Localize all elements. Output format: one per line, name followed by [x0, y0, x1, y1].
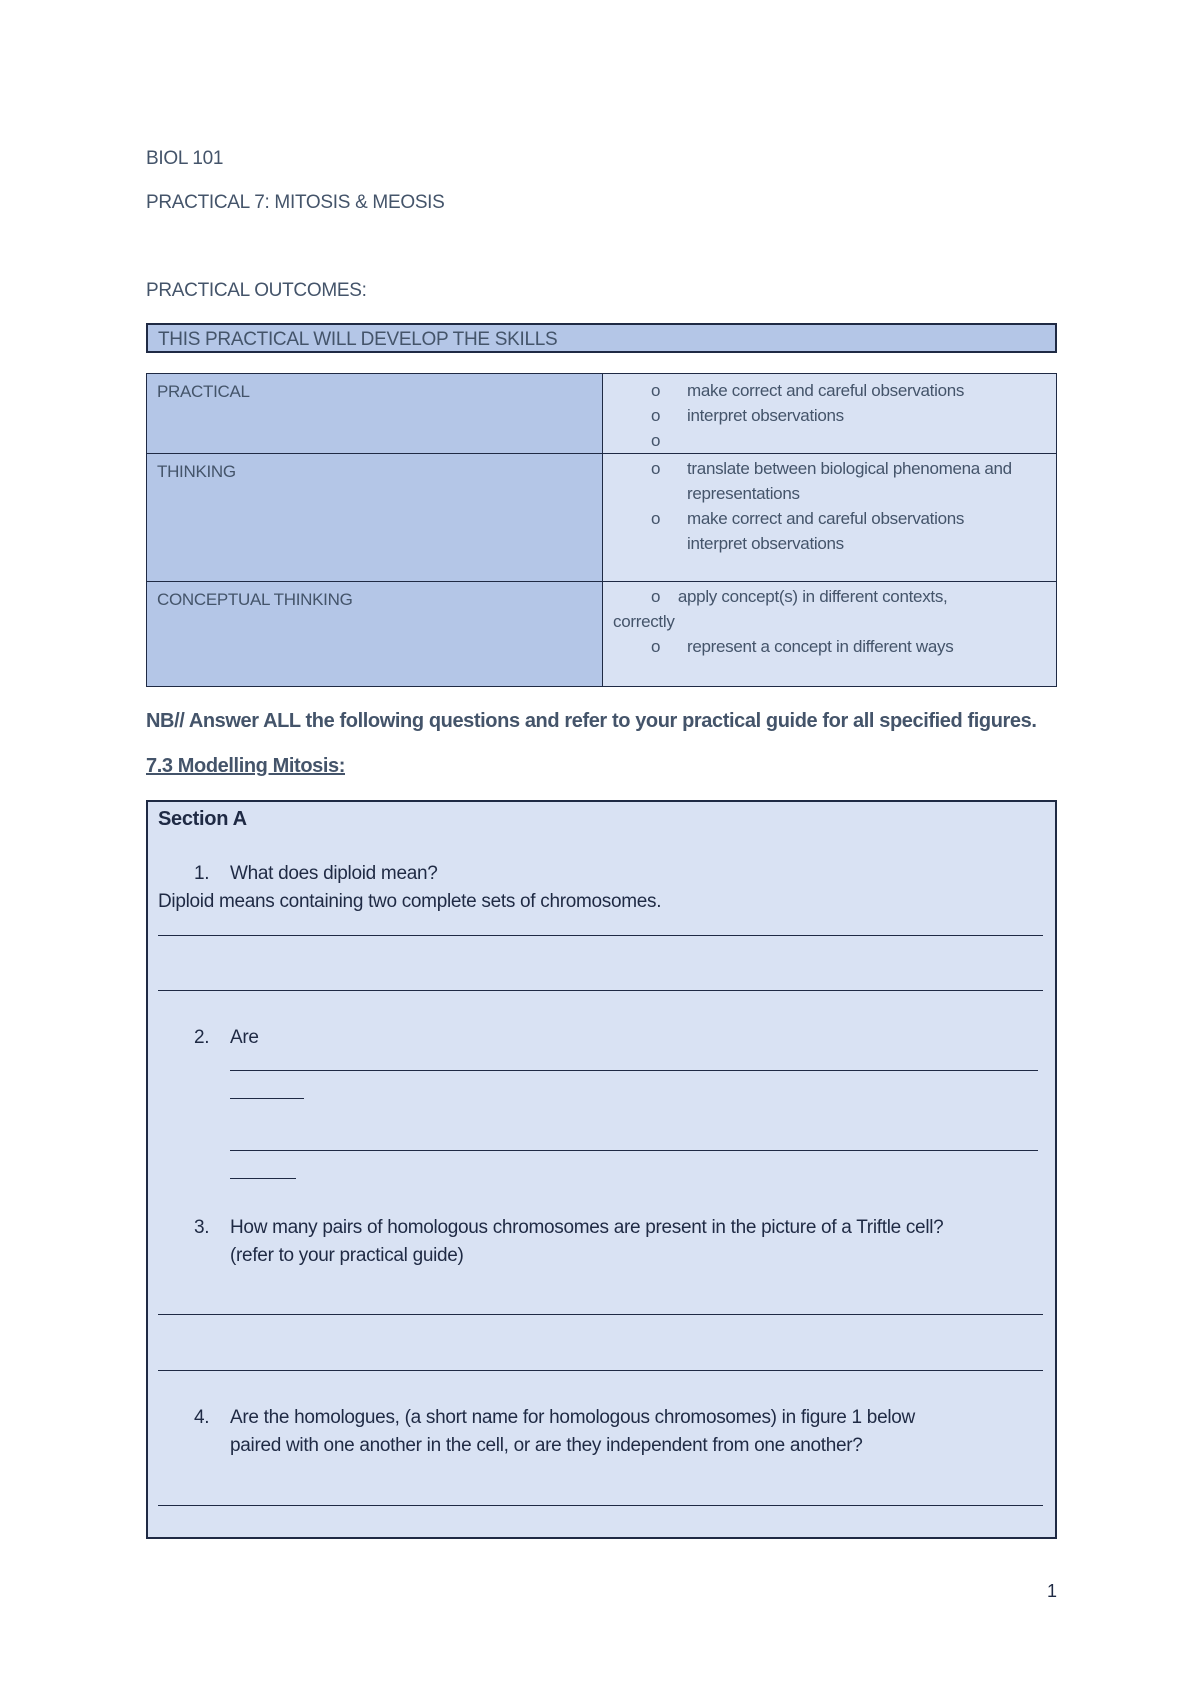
skills-row-thinking — [147, 454, 1057, 582]
practical-title: PRACTICAL 7: MITOSIS & MEOSIS — [146, 192, 445, 213]
question-text: What does diploid mean? — [230, 863, 438, 884]
answer-line[interactable] — [158, 1505, 1043, 1506]
question-text: Are the homologues, (a short name for homologous chromosomes) in figure 1 below — [230, 1407, 915, 1428]
skills-row-label: THINKING — [147, 454, 603, 582]
question-text: paired with one another in the cell, or are they independent from one another? — [230, 1435, 863, 1456]
question-text: How many pairs of homologous chromosomes are present in the picture of a Triftle cell? — [230, 1217, 944, 1238]
list-item: o interpret observations — [651, 406, 844, 425]
list-item: o make correct and careful observations interpret observations — [651, 509, 965, 553]
answer-line[interactable] — [158, 990, 1043, 991]
question-number: 2. — [194, 1027, 210, 1048]
answer-line[interactable] — [230, 1178, 296, 1179]
question-number: 3. — [194, 1217, 210, 1238]
skills-row-label: PRACTICAL — [147, 374, 603, 454]
list-item: o represent a concept in different ways — [651, 637, 954, 656]
skills-table — [146, 373, 1057, 687]
list-item: o translate between biological phenomena and representations — [651, 459, 1012, 503]
list-item: o make correct and careful observations — [651, 381, 965, 400]
list-item: o apply concept(s) in different contexts, correctly — [613, 587, 948, 631]
section-heading: 7.3 Modelling Mitosis: — [146, 755, 345, 777]
answer-line[interactable] — [158, 1314, 1043, 1315]
answer-text[interactable]: Diploid means containing two complete sets of chromosomes. — [158, 891, 662, 912]
answer-line[interactable] — [158, 1370, 1043, 1371]
question-text: Are — [230, 1027, 259, 1048]
section-a-box — [146, 800, 1057, 1539]
skills-row-label: CONCEPTUAL THINKING — [147, 582, 603, 687]
section-a-title: Section A — [158, 808, 247, 830]
page-number: 1 — [1046, 1581, 1057, 1601]
skills-table-heading: THIS PRACTICAL WILL DEVELOP THE SKILLS — [146, 323, 1057, 353]
question-text: (refer to your practical guide) — [230, 1245, 464, 1266]
outcomes-heading: PRACTICAL OUTCOMES: — [146, 280, 367, 301]
skills-row-practical: PRACTICAL o make correct and careful observations o interpret observations o — [147, 374, 1057, 454]
answer-line[interactable] — [230, 1150, 1038, 1151]
instruction-text: NB// Answer ALL the following questions and refer to your practical guide for all specified figures. — [146, 710, 1037, 732]
question-number: 4. — [194, 1407, 210, 1428]
answer-line[interactable] — [230, 1070, 1038, 1071]
answer-line[interactable] — [230, 1098, 304, 1099]
course-code: BIOL 101 — [146, 148, 224, 169]
answer-line[interactable] — [158, 935, 1043, 936]
question-number: 1. — [194, 863, 210, 884]
skills-row-conceptual — [147, 582, 1057, 687]
